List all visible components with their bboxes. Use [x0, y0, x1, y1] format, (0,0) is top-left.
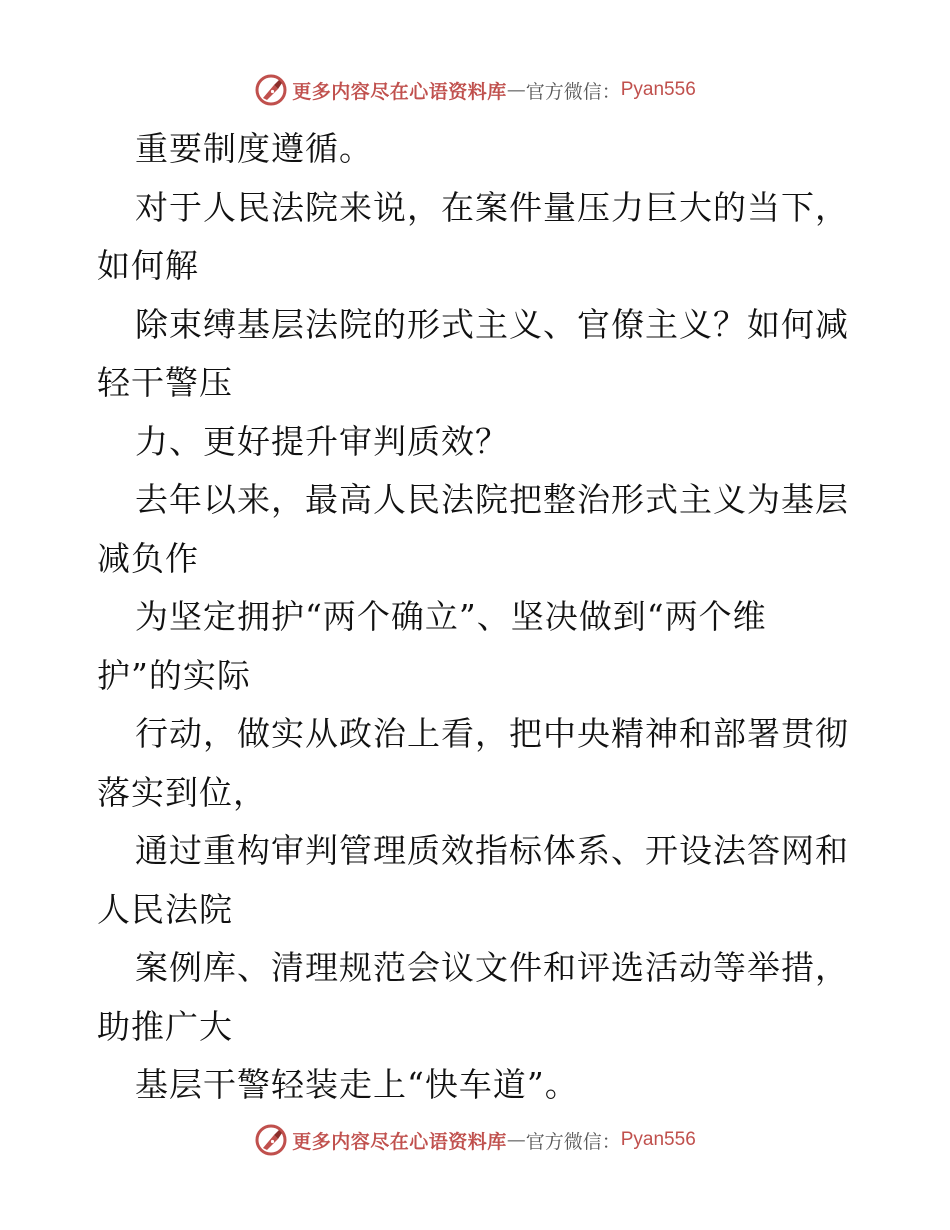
- text-line: 护”的实际: [97, 655, 251, 695]
- watermark-brand-text: 更多内容尽在心语资料库: [292, 80, 507, 103]
- watermark-dash: —: [506, 1129, 526, 1151]
- text-line: 人民法院: [97, 889, 233, 929]
- text-line: 如何解: [97, 246, 199, 285]
- text-line: 轻干警压: [97, 363, 233, 402]
- header-watermark: [0, 70, 950, 110]
- text-line: 行动，做实从政治上看，把中央精神和部署贯彻: [135, 714, 849, 753]
- watermark-wechat-label: 官方微信：: [525, 80, 621, 103]
- text-line: 案例库、清理规范会议文件和评选活动等举措，: [135, 948, 849, 987]
- text-line: 重要制度遵循。: [135, 129, 373, 168]
- watermark-wechat-id: Pyan556: [620, 1129, 696, 1150]
- footer-watermark: [0, 1120, 950, 1160]
- text-line: 基层干警轻装走上“快车道”。: [135, 1065, 579, 1104]
- watermark-wechat-label: 官方微信：: [525, 1130, 621, 1153]
- document-body: [97, 120, 857, 1115]
- text-line: 为坚定拥护“两个确立”、坚决做到“两个维: [135, 597, 767, 636]
- pen-nib-logo-icon: [254, 73, 288, 107]
- watermark-brand-text: 更多内容尽在心语资料库: [292, 1130, 507, 1153]
- watermark-dash: —: [506, 79, 526, 101]
- text-line: 去年以来，最高人民法院把整治形式主义为基层: [135, 480, 849, 519]
- watermark-wechat-id: Pyan556: [620, 79, 696, 100]
- text-line: 力、更好提升审判质效？: [135, 421, 509, 461]
- text-line: 助推广大: [97, 1006, 233, 1046]
- pen-nib-logo-icon: [254, 1123, 288, 1157]
- text-line: 减负作: [97, 538, 199, 578]
- text-line: 对于人民法院来说，在案件量压力巨大的当下，: [135, 187, 849, 227]
- text-line: 通过重构审判管理质效指标体系、开设法答网和: [135, 831, 849, 870]
- text-line: 除束缚基层法院的形式主义、官僚主义？如何减: [135, 304, 849, 344]
- text-line: 落实到位，: [97, 772, 267, 812]
